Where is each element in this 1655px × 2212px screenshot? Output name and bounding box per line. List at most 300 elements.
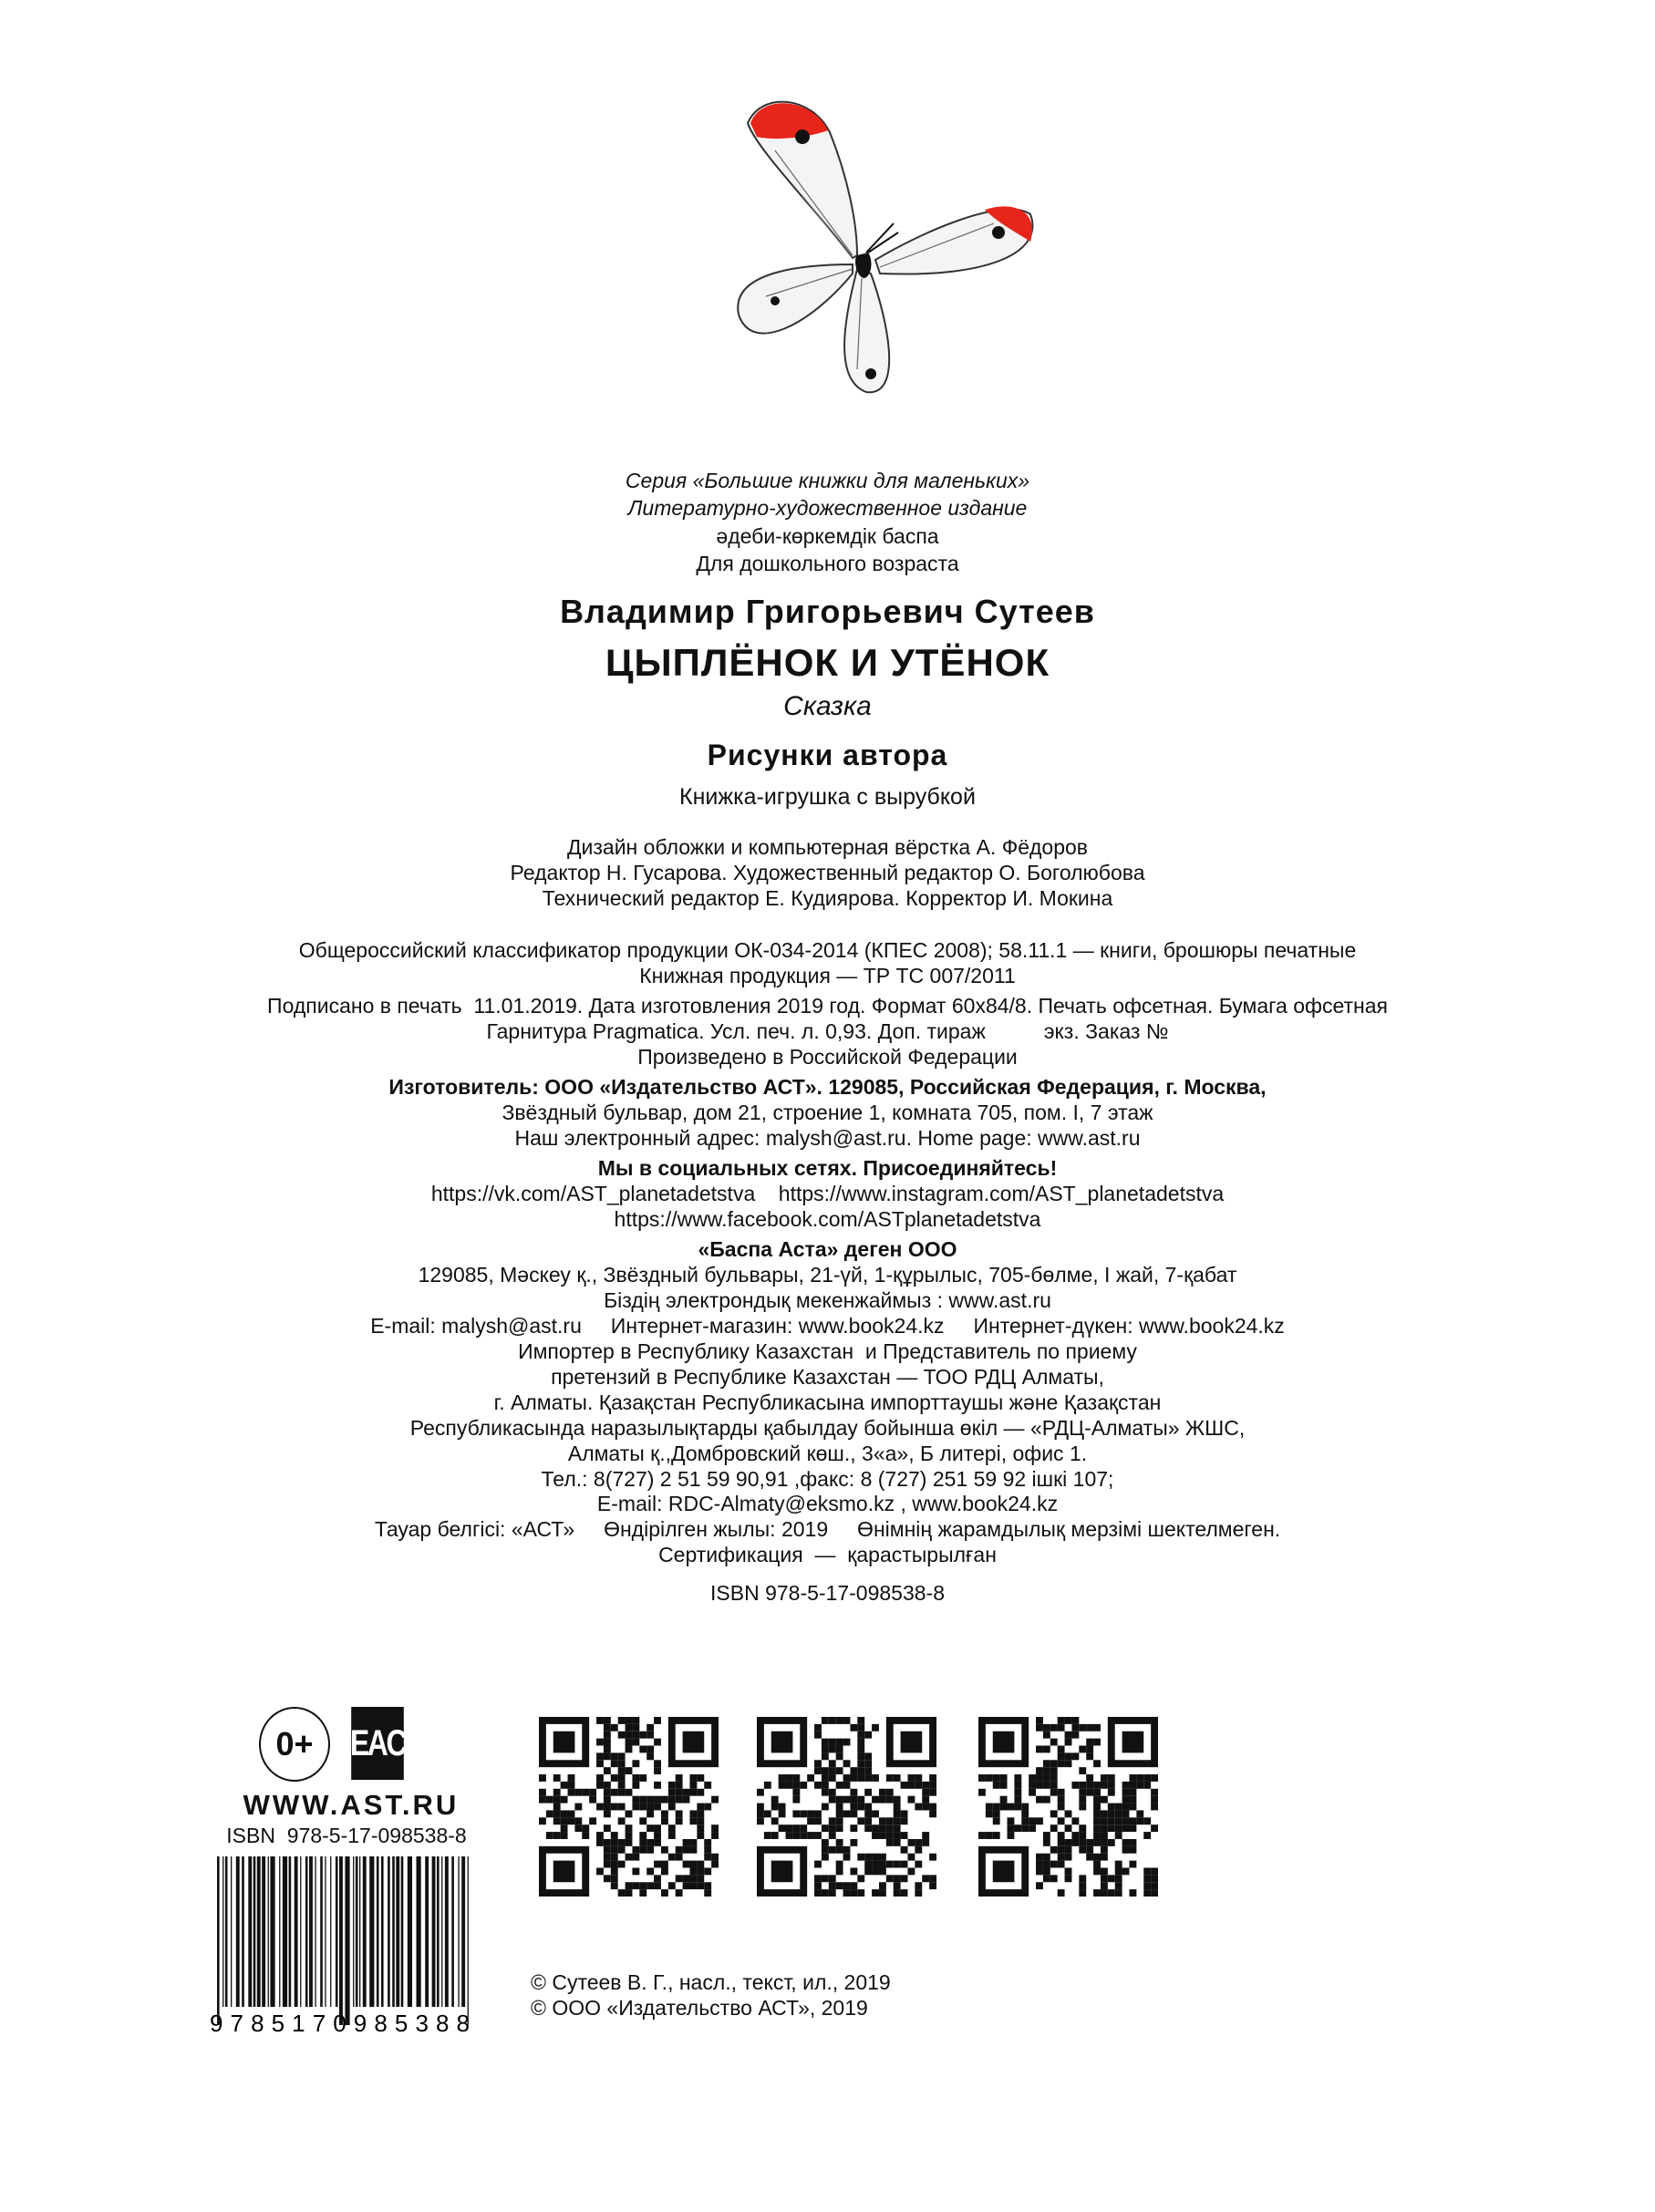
qr-module <box>836 1717 843 1724</box>
qr-module <box>915 1782 922 1789</box>
qr-module <box>886 1861 894 1868</box>
qr-module <box>553 1817 561 1824</box>
barcode-bar <box>295 1856 298 2007</box>
barcode-bar <box>353 1856 354 2007</box>
barcode-bar <box>458 1856 459 2007</box>
qr-module <box>661 1867 668 1875</box>
qr-module <box>864 1854 872 1861</box>
barcode-bar <box>381 1856 384 2007</box>
qr-module <box>850 1867 857 1875</box>
illustrations-credit: Рисунки автора <box>707 739 948 771</box>
qr-module <box>1122 1817 1130 1824</box>
qr-module <box>632 1731 639 1739</box>
imprint-line: Республикасында наразылықтарды қабылдау бойынша өкіл — «РДЦ-Алматы» ЖШС, <box>409 1416 1246 1440</box>
qr-module <box>1136 1782 1143 1789</box>
qr-module <box>1036 1882 1043 1889</box>
qr-module <box>1108 1774 1115 1782</box>
qr-module <box>604 1846 611 1854</box>
qr-module <box>553 1810 561 1817</box>
barcode-bar <box>345 1856 349 2025</box>
qr-module <box>1050 1774 1058 1782</box>
qr-module <box>829 1875 836 1882</box>
qr-module <box>646 1824 654 1832</box>
qr-module <box>604 1789 611 1796</box>
barcode-bar <box>363 1856 367 2007</box>
imprint-line: Тел.: 8(727) 2 51 59 90,91 ,факс: 8 (727) 251 59 92 ішкі 107; <box>541 1467 1114 1491</box>
qr-module <box>654 1882 661 1889</box>
qr-module <box>1071 1817 1079 1824</box>
qr-module <box>1058 1717 1065 1724</box>
qr-module <box>676 1817 683 1824</box>
qr-module <box>611 1789 618 1796</box>
qr-module <box>639 1796 646 1804</box>
qr-module <box>850 1804 857 1811</box>
qr-module <box>1101 1782 1108 1789</box>
qr-module <box>901 1889 908 1897</box>
qr-module <box>611 1724 618 1731</box>
qr-module <box>857 1731 864 1739</box>
qr-module <box>626 1882 633 1889</box>
qr-module <box>646 1867 654 1875</box>
qr-module <box>922 1796 929 1804</box>
qr-module <box>850 1824 857 1832</box>
qr-module <box>1058 1796 1065 1804</box>
qr-module <box>1086 1789 1093 1796</box>
qr-module <box>1115 1875 1122 1882</box>
qr-module <box>1079 1782 1086 1789</box>
qr-module <box>864 1731 872 1739</box>
qr-module <box>596 1717 604 1724</box>
qr-module <box>1008 1832 1015 1839</box>
qr-module <box>829 1767 836 1774</box>
barcode-bar <box>445 1856 449 2007</box>
qr-module <box>1014 1774 1021 1782</box>
qr-module <box>792 1810 800 1817</box>
qr-module <box>1086 1746 1093 1753</box>
qr-module <box>553 1774 561 1782</box>
qr-module <box>1093 1817 1101 1824</box>
qr-module <box>1122 1846 1130 1854</box>
qr-module <box>850 1810 857 1817</box>
qr-module <box>836 1767 843 1774</box>
qr-module <box>929 1810 936 1817</box>
qr-module <box>836 1804 843 1811</box>
barcode-bar <box>242 1856 244 2007</box>
qr-module <box>1115 1832 1122 1839</box>
qr-module <box>850 1789 857 1796</box>
qr-module <box>986 1832 993 1839</box>
qr-module <box>1129 1789 1136 1796</box>
qr-module <box>1029 1789 1036 1796</box>
qr-module <box>1086 1752 1093 1760</box>
qr-module <box>1014 1789 1021 1796</box>
qr-module <box>907 1782 915 1789</box>
qr-module <box>676 1875 683 1882</box>
qr-module <box>864 1817 872 1824</box>
qr-module <box>1014 1782 1021 1789</box>
qr-module <box>639 1882 646 1889</box>
qr-module <box>836 1752 843 1760</box>
qr-module <box>829 1846 836 1854</box>
qr-module <box>901 1810 908 1817</box>
qr-module <box>836 1824 843 1832</box>
qr-module <box>1129 1796 1136 1804</box>
qr-module <box>646 1731 654 1739</box>
qr-module <box>894 1810 901 1817</box>
author-name: Владимир Григорьевич Сутеев <box>560 593 1095 630</box>
qr-module <box>582 1832 589 1839</box>
qr-module <box>1058 1746 1065 1753</box>
qr-module <box>604 1746 611 1753</box>
qr-module <box>879 1817 886 1824</box>
qr-module <box>553 1796 561 1804</box>
qr-module <box>1129 1889 1136 1897</box>
qr-module <box>632 1804 639 1811</box>
qr-module <box>922 1782 929 1789</box>
qr-module <box>1122 1824 1130 1832</box>
qr-module <box>604 1731 611 1739</box>
qr-module <box>1093 1861 1101 1868</box>
qr-module <box>626 1717 633 1724</box>
qr-module <box>1043 1839 1050 1846</box>
qr-module <box>596 1867 604 1875</box>
qr-module <box>704 1867 711 1875</box>
qr-module <box>676 1782 683 1789</box>
qr-module <box>894 1774 901 1782</box>
qr-module <box>1122 1839 1130 1846</box>
qr-module <box>843 1889 851 1897</box>
qr-module <box>553 1731 575 1753</box>
qr-module <box>1093 1782 1101 1789</box>
barcode-bar <box>359 1856 360 2007</box>
qr-module <box>1050 1767 1058 1774</box>
qr-module <box>1000 1774 1008 1782</box>
qr-module <box>604 1724 611 1731</box>
qr-module <box>857 1767 864 1774</box>
qr-module <box>786 1824 793 1832</box>
qr-module <box>771 1817 779 1824</box>
qr-module <box>829 1746 836 1753</box>
qr-module <box>779 1804 786 1811</box>
qr-module <box>689 1817 697 1824</box>
barcode <box>210 1856 474 2034</box>
qr-module <box>1093 1832 1101 1839</box>
qr-module <box>814 1782 822 1789</box>
qr-module <box>668 1882 676 1889</box>
book-title: ЦЫПЛЁНОК И УТЁНОК <box>605 641 1050 684</box>
qr-module <box>539 1817 546 1824</box>
qr-module <box>632 1796 639 1804</box>
qr-module <box>978 1832 986 1839</box>
qr-module <box>553 1832 561 1839</box>
qr-module <box>611 1774 618 1782</box>
imprint-line: Сертификация — қарастырылған <box>658 1543 997 1566</box>
qr-module <box>689 1839 697 1846</box>
qr-module <box>654 1717 661 1724</box>
qr-module <box>697 1824 704 1832</box>
qr-module <box>857 1717 864 1724</box>
qr-module <box>604 1717 611 1724</box>
qr-module <box>654 1804 661 1811</box>
qr-module <box>1043 1867 1050 1875</box>
qr-module <box>1071 1724 1079 1731</box>
qr-module <box>836 1839 843 1846</box>
qr-module <box>1021 1810 1029 1817</box>
qr-module <box>872 1796 879 1804</box>
qr-module <box>611 1861 618 1868</box>
qr-module <box>850 1889 857 1897</box>
qr-module <box>822 1746 829 1753</box>
qr-module <box>632 1739 639 1746</box>
qr-module <box>1021 1804 1029 1811</box>
qr-module <box>757 1804 764 1811</box>
qr-module <box>857 1760 864 1767</box>
qr-module <box>618 1767 626 1774</box>
qr-module <box>626 1739 633 1746</box>
qr-module <box>757 1789 764 1796</box>
qr-module <box>1115 1817 1122 1824</box>
credits-line: Технический редактор Е. Кудиярова. Корректор И. Мокина <box>542 886 1113 910</box>
qr-module <box>1151 1804 1158 1811</box>
qr-module <box>1043 1875 1050 1882</box>
qr-module <box>864 1824 872 1832</box>
qr-module <box>1101 1889 1108 1897</box>
barcode-bar <box>432 1856 436 2007</box>
qr-module <box>764 1782 771 1789</box>
imprint-line: E-mail: malysh@ast.ru Интернет-магазин: www.book24.kz Интернет-дүкен: www.book24.kz <box>370 1314 1285 1338</box>
qr-module <box>1036 1782 1043 1789</box>
qr-module <box>611 1760 618 1767</box>
qr-module <box>843 1796 851 1804</box>
qr-module <box>639 1774 646 1782</box>
qr-module <box>836 1867 843 1875</box>
qr-module <box>626 1767 633 1774</box>
qr-module <box>683 1861 690 1868</box>
qr-module <box>1129 1824 1136 1832</box>
qr-module <box>1079 1882 1086 1889</box>
qr-module <box>654 1739 661 1746</box>
qr-module <box>915 1889 922 1897</box>
qr-module <box>886 1839 894 1846</box>
qr-module <box>1079 1796 1086 1804</box>
qr-module <box>993 1731 1015 1753</box>
qr-module <box>611 1867 618 1875</box>
qr-module <box>1101 1810 1108 1817</box>
qr-module <box>626 1731 633 1739</box>
barcode-bar <box>441 1856 442 2007</box>
qr-module <box>822 1789 829 1796</box>
qr-module <box>654 1832 661 1839</box>
qr-module <box>654 1839 661 1846</box>
qr-module <box>1101 1882 1108 1889</box>
imprint-line: Звёздный бульвар, дом 21, строение 1, комната 705, пом. I, 7 этаж <box>502 1101 1153 1124</box>
qr-module <box>582 1789 589 1796</box>
qr-module <box>814 1731 822 1739</box>
qr-module <box>632 1774 639 1782</box>
qr-module <box>1029 1817 1036 1824</box>
qr-module <box>1115 1824 1122 1832</box>
qr-module <box>1101 1824 1108 1832</box>
qr-module <box>704 1782 711 1789</box>
qr-module <box>843 1774 851 1782</box>
qr-module <box>894 1875 901 1882</box>
qr-code-vk <box>539 1717 719 1897</box>
qr-module <box>993 1861 1015 1883</box>
qr-module <box>1043 1746 1050 1753</box>
barcode-digits: 9785170985388 <box>210 2010 470 2034</box>
qr-module <box>683 1839 690 1846</box>
imprint-line: «Баспа Аста» деген ООО <box>698 1237 957 1261</box>
qr-module <box>604 1824 611 1832</box>
qr-module <box>1151 1789 1158 1796</box>
qr-module <box>639 1817 646 1824</box>
qr-module <box>857 1889 864 1897</box>
qr-module <box>1122 1796 1130 1804</box>
qr-module <box>1050 1782 1058 1789</box>
qr-module <box>1079 1724 1086 1731</box>
qr-module <box>1101 1774 1108 1782</box>
qr-module <box>1115 1889 1122 1897</box>
qr-module <box>661 1810 668 1817</box>
qr-module <box>1043 1854 1050 1861</box>
qr-module <box>697 1861 704 1868</box>
qr-module <box>1086 1839 1093 1846</box>
qr-module <box>574 1817 582 1824</box>
qr-module <box>654 1767 661 1774</box>
qr-module <box>915 1774 922 1782</box>
qr-module <box>596 1804 604 1811</box>
qr-module <box>676 1810 683 1817</box>
qr-module <box>1143 1889 1151 1897</box>
qr-module <box>1014 1796 1021 1804</box>
qr-module <box>771 1861 793 1883</box>
copyright-author: © Сутеев В. Г., насл., текст, ил., 2019 <box>531 1970 891 1994</box>
imprint-line: Произведено в Российской Федерации <box>637 1045 1018 1069</box>
qr-module <box>711 1854 719 1861</box>
qr-module <box>886 1789 894 1796</box>
qr-module <box>843 1846 851 1854</box>
qr-module <box>822 1782 829 1789</box>
qr-module <box>1086 1724 1093 1731</box>
barcode-bar <box>377 1856 379 2007</box>
qr-module <box>611 1804 618 1811</box>
qr-module <box>800 1832 807 1839</box>
credits-line: Дизайн обложки и компьютерная вёрстка А. Фёдоров <box>566 835 1089 859</box>
qr-module <box>1122 1867 1130 1875</box>
qr-module <box>836 1817 843 1824</box>
qr-module <box>922 1875 929 1882</box>
qr-module <box>646 1796 654 1804</box>
qr-module <box>822 1804 829 1811</box>
qr-module <box>626 1839 633 1846</box>
qr-module <box>704 1804 711 1811</box>
qr-module <box>857 1752 864 1760</box>
qr-module <box>1129 1846 1136 1854</box>
qr-module <box>1101 1817 1108 1824</box>
imprint-line: Мы в социальных сетях. Присоединяйтесь! <box>597 1156 1058 1180</box>
qr-module <box>864 1804 872 1811</box>
qr-module <box>661 1846 668 1854</box>
qr-module <box>1065 1739 1072 1746</box>
qr-module <box>1065 1752 1072 1760</box>
qr-module <box>618 1760 626 1767</box>
qr-module <box>611 1846 618 1854</box>
qr-module <box>1071 1731 1079 1739</box>
qr-module <box>1093 1839 1101 1846</box>
qr-module <box>814 1861 822 1868</box>
qr-module <box>915 1882 922 1889</box>
qr-module <box>639 1746 646 1753</box>
barcode-bar <box>320 1856 323 2007</box>
qr-module <box>589 1789 596 1796</box>
barcode-bar <box>356 1856 358 2007</box>
qr-module <box>894 1817 901 1824</box>
qr-module <box>1143 1774 1151 1782</box>
qr-module <box>1108 1810 1115 1817</box>
qr-module <box>1058 1839 1065 1846</box>
barcode-bar <box>309 1856 313 2007</box>
qr-module <box>1101 1854 1108 1861</box>
qr-module <box>596 1760 604 1767</box>
qr-module <box>654 1875 661 1882</box>
qr-module <box>553 1789 561 1796</box>
qr-module <box>618 1731 626 1739</box>
qr-module <box>1151 1824 1158 1832</box>
qr-module <box>1093 1804 1101 1811</box>
book-genre: Сказка <box>783 691 872 721</box>
qr-module <box>786 1774 793 1782</box>
barcode-bar <box>305 1856 308 2007</box>
qr-module <box>1071 1839 1079 1846</box>
qr-module <box>639 1804 646 1811</box>
qr-module <box>568 1810 575 1817</box>
qr-module <box>872 1824 879 1832</box>
qr-module <box>886 1817 894 1824</box>
qr-module <box>814 1767 822 1774</box>
qr-module <box>1036 1767 1043 1774</box>
barcode-bar <box>468 1856 469 2025</box>
qr-module <box>807 1774 814 1782</box>
qr-module <box>668 1796 676 1804</box>
qr-module <box>1151 1882 1158 1889</box>
qr-module <box>618 1789 626 1796</box>
qr-module <box>843 1717 851 1724</box>
imprint-line: г. Алматы. Қазақстан Республикасына импорттаушы және Қазақстан <box>493 1390 1162 1414</box>
qr-module <box>1115 1804 1122 1811</box>
qr-module <box>1050 1824 1058 1832</box>
qr-module <box>872 1861 879 1868</box>
qr-module <box>894 1889 901 1897</box>
qr-module <box>872 1889 879 1897</box>
qr-module <box>1050 1875 1058 1882</box>
barcode-bar <box>408 1856 412 2007</box>
qr-module <box>814 1817 822 1824</box>
qr-module <box>1151 1875 1158 1882</box>
qr-module <box>711 1832 719 1839</box>
qr-module <box>1115 1810 1122 1817</box>
qr-module <box>829 1832 836 1839</box>
barcode-bar <box>231 1856 232 2007</box>
imprint-line: 129085, Мәскеу қ., Звёздный бульвары, 21-үй, 1-құрылыс, 705-бөлме, I жай, 7-қабат <box>418 1263 1237 1287</box>
qr-module <box>561 1832 568 1839</box>
qr-module <box>1043 1796 1050 1804</box>
qr-module <box>922 1832 929 1839</box>
qr-module <box>646 1752 654 1760</box>
qr-module <box>646 1724 654 1731</box>
qr-module <box>857 1796 864 1804</box>
qr-module <box>668 1824 676 1832</box>
qr-module <box>646 1839 654 1846</box>
